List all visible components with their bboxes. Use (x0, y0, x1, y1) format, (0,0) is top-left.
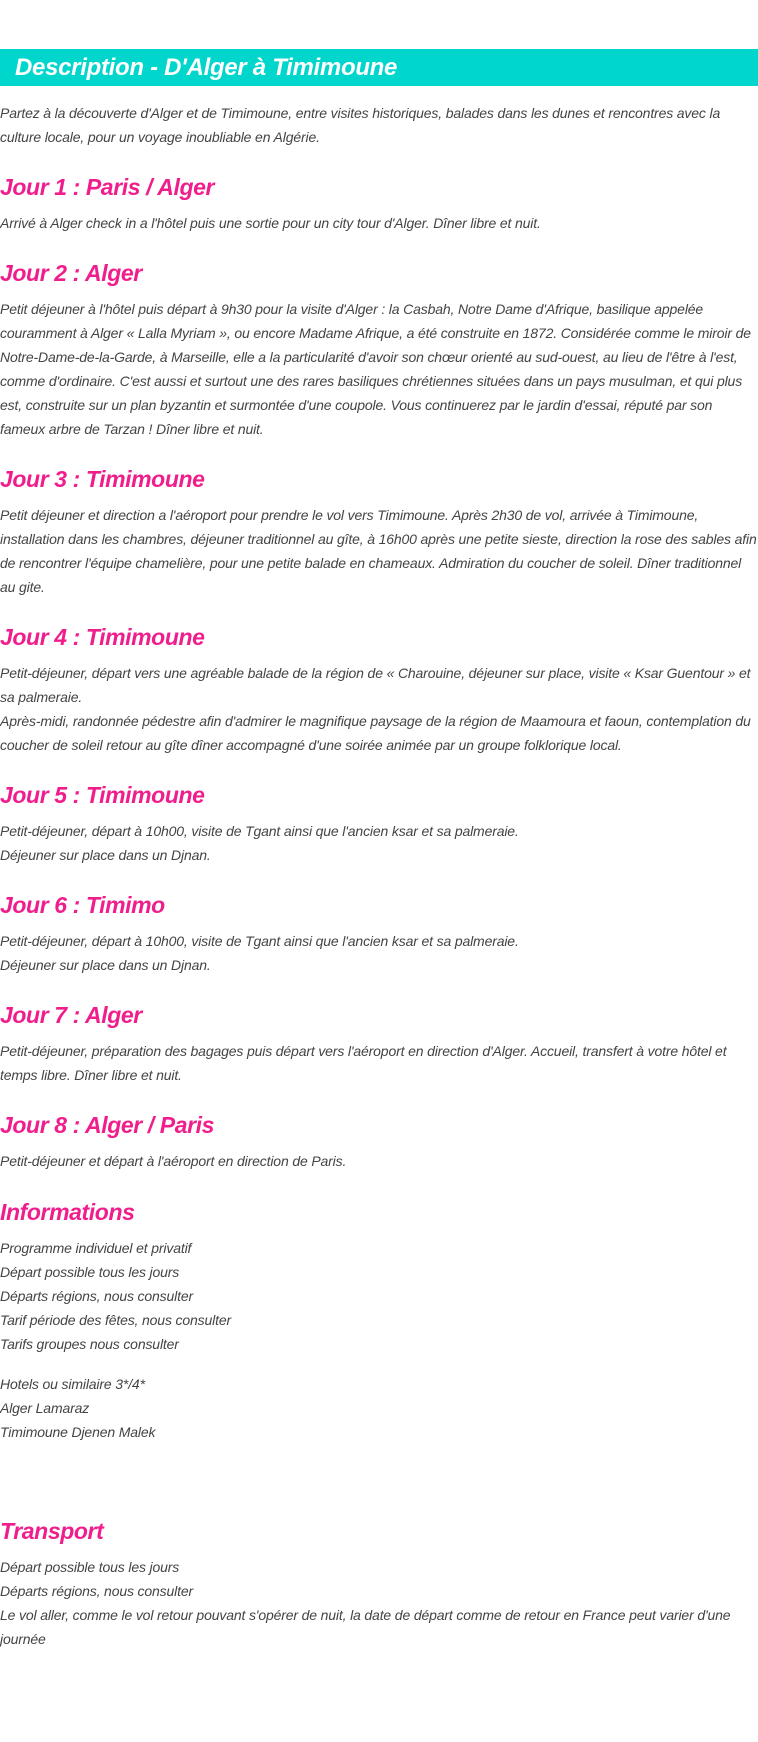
title-banner (0, 49, 758, 86)
transport-line: Départ possible tous les jours (0, 1559, 180, 1575)
info-line: Programme individuel et privatif (0, 1240, 192, 1256)
informations-heading: Informations (0, 1199, 135, 1225)
day-2 (0, 258, 758, 441)
day-7 (0, 1000, 758, 1087)
info-line: Départ possible tous les jours (0, 1264, 180, 1280)
day-3 (0, 464, 758, 599)
day-heading: Jour 1 : Paris / Alger (0, 174, 215, 200)
hotel-line: Alger Lamaraz (0, 1400, 90, 1416)
hotel-line: Timimoune Djenen Malek (0, 1424, 156, 1440)
info-line: Départs régions, nous consulter (0, 1288, 194, 1304)
day-6 (0, 890, 758, 977)
day-8 (0, 1110, 758, 1173)
day-text: Petit-déjeuner et départ à l'aéroport en direction de Paris. (0, 1153, 347, 1169)
day-text: Arrivé à Alger check in a l'hôtel puis une sortie pour un city tour d'Alger. Dîner libre et nuit. (0, 215, 541, 231)
info-line: Tarifs groupes nous consulter (0, 1336, 179, 1352)
day-text: Après-midi, randonnée pédestre afin d'admirer le magnifique paysage de la région de Maamoura et faoun, contemplation du coucher de soleil retour au gîte dîner accompagné d'une soirée animée par un groupe folklorique local. (0, 713, 751, 753)
day-heading: Jour 7 : Alger (0, 1002, 142, 1028)
informations-section (0, 1197, 758, 1444)
day-text: Petit-déjeuner, départ à 10h00, visite de Tgant ainsi que l'ancien ksar et sa palmeraie. (0, 933, 519, 949)
day-text: Petit-déjeuner, départ vers une agréable balade de la région de « Charouine, déjeuner sur place, visite « Ksar Guentour » et sa palmeraie. (0, 665, 751, 705)
day-heading: Jour 3 : Timimoune (0, 466, 205, 492)
day-5 (0, 780, 758, 867)
day-text: Petit déjeuner à l'hôtel puis départ à 9h30 pour la visite d'Alger : la Casbah, Notre Dame d'Afrique, basilique appelée couramment à Alger « Lalla Myriam », ou encore Madame Afrique, a été construite en 1872. Considérée comme le miroir de Notre-Dame-de-la-Garde, à Marseille, elle a la particularité d'avoir son chœur orienté au sud-ouest, au lieu de l'être à l'est, comme d'ordinaire. C'est aussi et surtout une des rares basiliques chrétiennes situées dans un pays musulman, et qui plus est, construite sur un plan byzantin et surmontée d'une coupole. Vous continuerez par le jardin d'essai, réputé par son fameux arbre de Tarzan ! Dîner libre et nuit. (0, 301, 751, 437)
day-heading: Jour 5 : Timimoune (0, 782, 205, 808)
transport-heading: Transport (0, 1518, 104, 1544)
day-1 (0, 172, 758, 235)
day-text: Déjeuner sur place dans un Djnan. (0, 847, 211, 863)
transport-line: Départs régions, nous consulter (0, 1583, 194, 1599)
day-heading: Jour 6 : Timimo (0, 892, 165, 918)
day-text: Petit-déjeuner, départ à 10h00, visite de Tgant ainsi que l'ancien ksar et sa palmeraie. (0, 823, 519, 839)
day-heading: Jour 2 : Alger (0, 260, 142, 286)
day-text: Déjeuner sur place dans un Djnan. (0, 957, 211, 973)
hotel-list (0, 1372, 758, 1444)
day-heading: Jour 4 : Timimoune (0, 624, 205, 650)
day-heading: Jour 8 : Alger / Paris (0, 1112, 215, 1138)
hotel-line: Hotels ou similaire 3*/4* (0, 1376, 145, 1392)
page-title: Description - D'Alger à Timimoune (15, 53, 398, 81)
transport-line: Le vol aller, comme le vol retour pouvant s'opérer de nuit, la date de départ comme de retour en France peut varier d'une journée (0, 1607, 731, 1647)
transport-section (0, 1516, 758, 1651)
day-4 (0, 622, 758, 757)
description-content (0, 101, 758, 1651)
intro-text: Partez à la découverte d'Alger et de Timimoune, entre visites historiques, balades dans les dunes et rencontres avec la culture locale, pour un voyage inoubliable en Algérie. (0, 105, 721, 145)
day-text: Petit déjeuner et direction a l'aéroport pour prendre le vol vers Timimoune. Après 2h30 de vol, arrivée à Timimoune, installation dans les chambres, déjeuner traditionnel au gîte, à 16h00 après une petite sieste, direction la rose des sables afin de rencontrer l'équipe chamelière, pour une petite balade en chameaux. Admiration du coucher de soleil. Dîner traditionnel au gite. (0, 507, 757, 595)
day-text: Petit-déjeuner, préparation des bagages puis départ vers l'aéroport en direction d'Alger. Accueil, transfert à votre hôtel et temps libre. Dîner libre et nuit. (0, 1043, 727, 1083)
info-line: Tarif période des fêtes, nous consulter (0, 1312, 231, 1328)
